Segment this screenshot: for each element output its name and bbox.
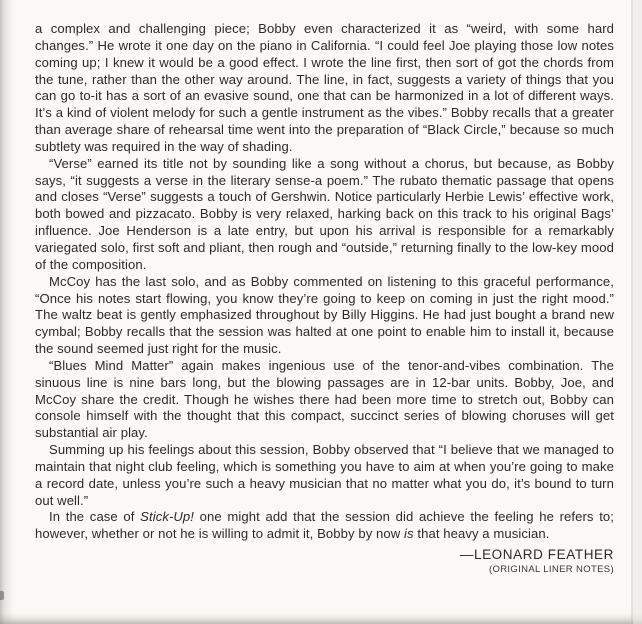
closing-text-segment: one might add that the session did achieve the feeling he refers to; however, whether or not he is willing to admit it, Bobby by now: [35, 509, 615, 542]
paragraph-verse: “Verse” earned its title not by sounding like a song without a chorus, but because, as Bobby says, “it suggests a verse in the literary sense-a poem.” The rubato thematic passage that opens and closes “Verse” suggests a touch of Gershwin. Notice particularly Herbie Lewis’ effective work, both bowed and pizzacato. Bobby is very relaxed, harking back on this track to his original Bags’ influence. Joe Henderson is a late entry, but upon his arrival is responsible for a remarkably variegated solo, first soft and pliant, then rough and “outside,” returning finally to the low-key mood of the composition.: [35, 155, 614, 272]
paragraph-closing: [35, 509, 614, 543]
scan-edge-right-line: [631, 0, 633, 624]
scan-edge-bottom-shadow: [0, 613, 642, 624]
scan-edge-notch: [0, 591, 4, 600]
liner-notes-text-block: [35, 21, 614, 575]
closing-text-segment: that heavy a musician.: [413, 526, 550, 542]
paragraph-summing-up: Summing up his feelings about this session, Bobby observed that “I believe that we managed to maintain that night club feeling, which is something you have to aim at when you’re going to make a record date, unless you’re such a heavy musician that no matter what you do, it’s bound to turn out well.”: [35, 442, 614, 508]
album-title-italic: Stick-Up!: [140, 509, 195, 525]
paragraph-mccoy-solo: McCoy has the last solo, and as Bobby commented on listening to this graceful performance, “Once his notes start flowing, you know they’re going to keep on coming in just the right mood.” The waltz beat is gently emphasized throughout by Billy Higgins. He had just bought a brand new cymbal; Bobby recalls that the session was halted at one point to enable him to install it, because the sound seemed just right for the music.: [35, 273, 614, 357]
emphasis-italic: is: [404, 526, 414, 542]
paragraph-blues-mind-matter: “Blues Mind Matter” again makes ingenious use of the tenor-and-vibes combination. The sinuous line is nine bars long, but the blowing passages are in 12-bar units. Bobby, Joe, and McCoy share the credit. Though he wishes there had been more time to stretch out, Bobby can console himself with the thought that this compact, succinct series of blowing choruses will get substantial air play.: [35, 357, 614, 441]
closing-text-segment: In the case of: [49, 509, 141, 525]
scan-edge-right-margin: [633, 0, 642, 624]
scan-edge-left-shadow: [0, 0, 14, 624]
byline-source-note: (ORIGINAL LINER NOTES): [488, 564, 614, 576]
paragraph-continuation: a complex and challenging piece; Bobby even characterized it as “weird, with some hard changes.” He wrote it one day on the piano in California. “I could feel Joe playing those low notes coming up; I knew it would be a good effect. I wrote the line first, then sort of got the chords from the tune, rather than the other way around. The line, in fact, suggests a variety of things that you can go to-it has a sort of an evasive sound, one that can be harmonized in a lot of different ways. It’s a kind of violent melody for such a gentle instrument as the vibes.” Bobby recalls that a greater than average share of rehearsal time went into the preparation of “Black Circle,” because so much subtlety was required in the way of shading.: [35, 21, 614, 154]
author-byline: —LEONARD FEATHER: [459, 547, 614, 563]
